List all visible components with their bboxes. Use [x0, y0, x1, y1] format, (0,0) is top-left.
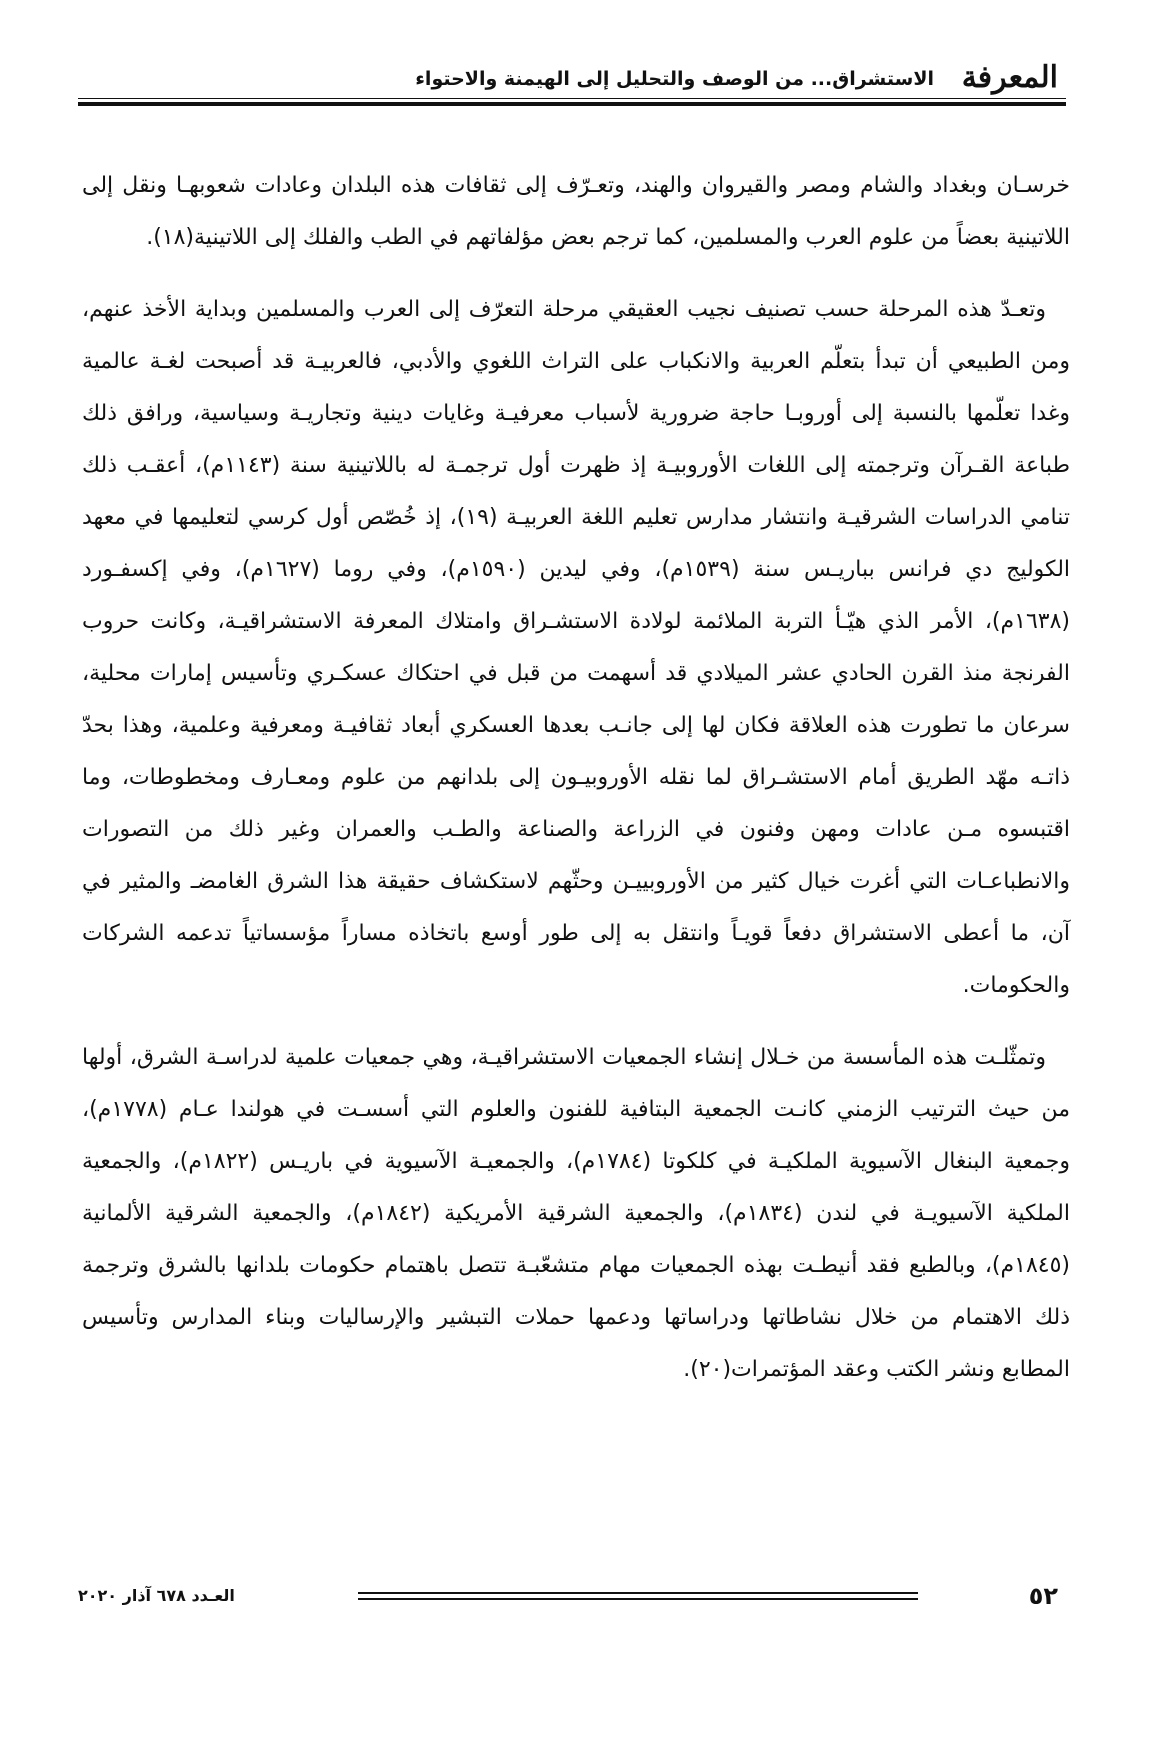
footer-rule-bottom [358, 1598, 918, 1600]
running-title: الاستشراق... من الوصف والتحليل إلى الهيمنة والاحتواء [415, 68, 934, 90]
journal-logo: المعرفة [961, 60, 1058, 95]
paragraph-1: خرسـان وبغداد والشام ومصر والقيروان والهند، وتعـرّف إلى ثقافات هذه البلدان وعادات شعوبهـا ونقل إلى اللاتينية بعضاً من علوم العرب والمسلمين، كما ترجم بعض مؤلفاتهم في الطب والفلك إلى اللاتينية(١٨). [82, 173, 1070, 250]
page-number: ٥٢ [1028, 1582, 1058, 1610]
article-body [82, 160, 1070, 1416]
header-rule-thin [78, 98, 1066, 99]
page-header [78, 50, 1066, 106]
issue-info: العـدد ٦٧٨ آذار ٢٠٢٠ [78, 1586, 235, 1605]
page-footer [78, 1582, 1066, 1622]
header-rule-thick [78, 102, 1066, 106]
paragraph-2: وتعـدّ هذه المرحلة حسب تصنيف نجيب العقيقي مرحلة التعرّف إلى العرب والمسلمين وبداية الأخذ عنهم، ومن الطبيعي أن تبدأ بتعلّم العربية والانكباب على التراث اللغوي والأدبي، فالعربيـة قد أصبحت لغـة عالمية وغدا تعلّمها بالنسبة إلى أوروبـا حاجة ضرورية لأسباب معرفيـة وغايات دينية وتجاريـة وسياسية، ورافق ذلك طباعة القـرآن وترجمته إلى اللغات الأوروبيـة إذ ظهرت أول ترجمـة له باللاتينية سنة (١١٤٣م)، أعقـب ذلك تنامي الدراسات الشرقيـة وانتشار مدارس تعليم اللغة العربيـة (١٩)، إذ خُصّص أول كرسي لتعليمها في معهد الكوليج دي فرانس بباريـس سنة (١٥٣٩م)، وفي ليدين (١٥٩٠م)، وفي روما (١٦٢٧م)، وفي إكسفـورد (١٦٣٨م)، الأمر الذي هيّـأ التربة الملائمة لولادة الاستشـراق وامتلاك المعرفة الاستشراقيـة، وكانت حروب الفرنجة منذ القرن الحادي عشر الميلادي قد أسهمت من قبل في احتكاك عسكـري وتأسيس إمارات محلية، سرعان ما تطورت هذه العلاقة فكان لها إلى جانـب بعدها العسكري أبعاد ثقافيـة ومعرفية وعلمية، وهذا بحدّ ذاتـه مهّد الطريق أمام الاستشـراق لما نقله الأوروبيـون إلى بلدانهم من علوم ومعـارف ومخطوطات، وما اقتبسوه مـن عادات ومهن وفنون في الزراعة والصناعة والطـب والعمران وغير ذلك من التصورات والانطباعـات التي أغرت خيال كثير من الأوروبييـن وحثّهم لاستكشاف حقيقة هذا الشرق الغامضـ والمثير في آن، ما أعطى الاستشراق دفعاً قويـاً وانتقل به إلى طور أوسع باتخاذه مساراً مؤسساتياً تدعمه الشركات والحكومات. [82, 297, 1071, 998]
footer-rule-top [358, 1592, 918, 1594]
paragraph-3: وتمثّلـت هذه المأسسة من خـلال إنشاء الجمعيات الاستشراقيـة، وهي جمعيات علمية لدراسـة الشرق، أولها من حيث الترتيب الزمني كانـت الجمعية البتافية للفنون والعلوم التي أسسـت في هولندا عـام (١٧٧٨م)، وجمعية البنغال الآسيوية الملكيـة في كلكوتا (١٧٨٤م)، والجمعيـة الآسيوية في باريـس (١٨٢٢م)، والجمعية الملكية الآسيويـة في لندن (١٨٣٤م)، والجمعية الشرقية الأمريكية (١٨٤٢م)، والجمعية الشرقية الألمانية (١٨٤٥م)، وبالطبع فقد أنيطـت بهذه الجمعيات مهام متشعّبـة تتصل باهتمام حكومات بلدانها بالشرق وترجمة ذلك الاهتمام من خلال نشاطاتها ودراساتها ودعمها حملات التبشير والإرساليات وبناء المدارس وتأسيس المطابع ونشر الكتب وعقد المؤتمرات(٢٠). [82, 1045, 1070, 1382]
